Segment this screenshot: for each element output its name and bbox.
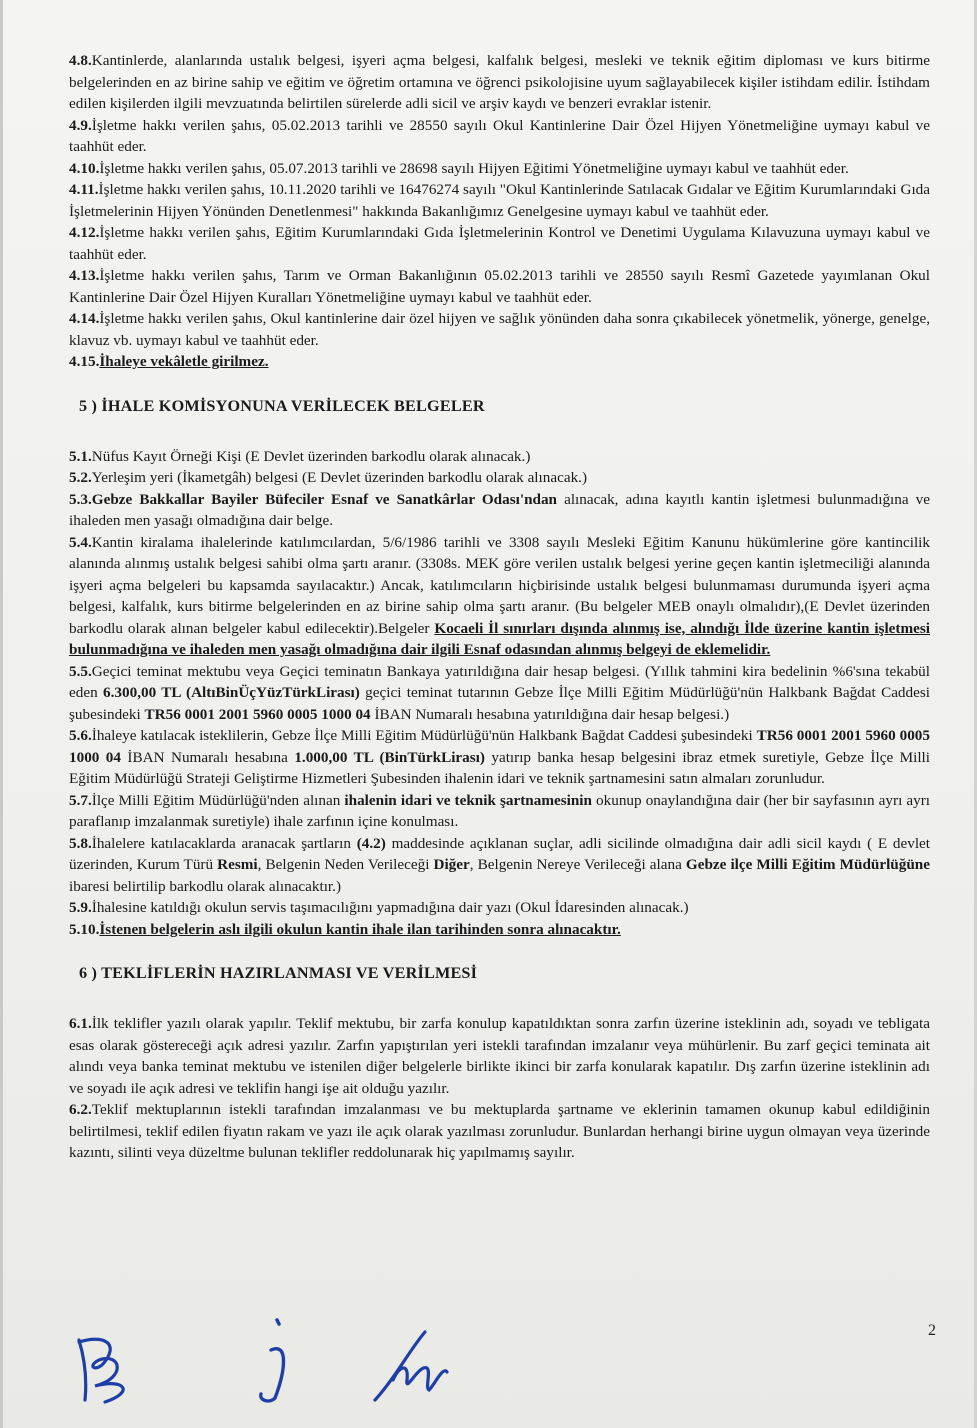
clause-number: 5.2. (69, 469, 92, 486)
bold-phrase: Gebze ilçe Milli Eğitim Müdürlüğüne (685, 856, 930, 873)
clause-text: İhalelere katılacaklarda aranacak şartların (91, 834, 357, 852)
clause-4-8 (69, 50, 930, 115)
bold-phrase: Resmi (217, 856, 258, 873)
clause-number: 5.5. (69, 662, 92, 680)
clause-text: İhaleye vekâletle girilmez. (99, 353, 269, 370)
page-number: 2 (928, 1322, 936, 1339)
clause-number: 6.1. (69, 1015, 92, 1032)
clause-4-11 (69, 179, 930, 222)
clause-text: İşletme hakkı verilen şahıs, 10.11.2020 tarihli ve 16476274 sayılı "Okul Kantinlerinde Satılacak Gıdalar ve Eğitim Kurumlarındaki Gıda İşletmelerinin Hijyen Yönünden Denetlenmesi" hakkında Bakanlığımız Genelgesine uymayı kabul ve taahhüt eder. (69, 181, 930, 220)
signature-2-icon (245, 1310, 305, 1410)
clause-number: 4.13. (69, 267, 100, 284)
section-5-heading: 5 ) İHALE KOMİSYONUNA VERİLECEK BELGELER (79, 396, 485, 415)
clause-number: 5.4. (69, 533, 92, 551)
clause-text: Kantinlerde, alanlarında ustalık belgesi, işyeri açma belgesi, kalfalık belgesi, mesleki ve teknik eğitim diploması ve kurs bitirme belgelerinden en az birine sahip ve eğitim ve öğretim ortamına ve öğrenci psikolojisine uyum sağlayabilecek kişiler istihdam edilir. İstihdam edilen kişilerden ilgili mevzuatında belirtilen sürelerde adli sicil ve arşiv kaydı ve benzeri evraklar istenir. (69, 52, 930, 112)
clause-number: 5.3. (69, 490, 92, 508)
clause-text: Geçici teminat mektubu veya Geçici teminatın Bankaya yatırıldığına dair hesap belgesi. (Yıllık tahmini kira bedelinin %6'sına tekabül eden (69, 662, 930, 701)
chamber-name: Gebze Bakkallar Bayiler Büfeciler Esnaf ve Sanatkârlar Odası'ndan (91, 490, 558, 508)
iban: TR56 0001 2001 5960 0005 1000 04 (144, 705, 371, 723)
clause-4-12 (69, 222, 930, 265)
clause-4-13 (69, 265, 930, 308)
clause-number: 4.10. (69, 159, 100, 177)
clause-5-6 (69, 725, 930, 790)
clause-6-1 (69, 1013, 930, 1099)
bold-phrase: Diğer (433, 856, 470, 873)
clause-text: İlçe Milli Eğitim Müdürlüğü'nden alınan (91, 791, 345, 809)
clause-text: alınacak, adına kayıtlı kantin işletmesi bulunmadığına ve ihaleden men yasağı olmadığına dair belge. (69, 490, 930, 529)
clause-text: İstenen belgelerin aslı ilgili okulun kantin ihale ilan tarihinden sonra alınacaktır. (99, 920, 621, 938)
clause-text: Yerleşim yeri (İkametgâh) belgesi (E Devlet üzerinden barkodlu olarak alınacak.) (91, 469, 588, 486)
clause-text: yatırıp banka hesap belgesini ibraz etmek suretiyle, Gebze İlçe Milli Eğitim Müdürlüğü Strateji Geliştirme Hizmetleri Şubesinden ihalenin idari ve teknik şartnamesini satın almaları zorunludur. (69, 748, 930, 787)
clause-number: 6.2. (69, 1101, 92, 1118)
clause-5-10 (69, 919, 930, 941)
clause-6-2 (69, 1099, 930, 1164)
clause-5-8 (69, 833, 930, 898)
clause-number: 4.15. (69, 353, 100, 370)
clause-text: Kantin kiralama ihalelerinde katılımcılardan, 5/6/1986 tarihli ve 3308 sayılı Mesleki Eğitim Kanunu hükümlerine göre kantincilik alanında alınmış ustalık belgesi sahibi olma şartı aranır. (3308s. MEK göre verilen ustalık belgesi yerine geçen kantin işletmeciliği alanında işyeri açma belgeleri bu kapsamda sayılacaktır.) Ancak, katılımcıların hiçbirisinde ustalık belgesi bulunmaması durumunda işyeri açma belgesi, kalfalık, kurs bitirme belgelerinden en az birine sahip olma şartı aranır. (Bu belgeler MEB onaylı olmalıdır),(E Devlet üzerinden barkodlu olarak alınan belgeler kabul edilecektir).Belgeler (69, 533, 930, 637)
clause-number: 5.8. (69, 834, 92, 852)
fee-amount: 1.000,00 TL (BinTürkLirası) (294, 748, 485, 766)
clause-5-5 (69, 661, 930, 726)
iban: TR56 0001 2001 5960 0005 1000 04 (69, 727, 930, 766)
signature-1-icon (65, 1320, 145, 1410)
clause-5-9 (69, 897, 930, 919)
clause-text: İhaleye katılacak isteklilerin, Gebze İlçe Milli Eğitim Müdürlüğü'nün Halkbank Bağdat Caddesi şubesindeki (91, 727, 757, 744)
section-6-heading: 6 ) TEKLİFLERİN HAZIRLANMASI VE VERİLMESİ (79, 964, 478, 982)
clause-text: İşletme hakkı verilen şahıs, Tarım ve Orman Bakanlığının 05.02.2013 tarihli ve 28550 sayılı Resmî Gazetede yayımlanan Okul Kantinlerine Dair Özel Hijyen Kuralları Yönetmeliğine uymayı kabul ve taahhüt eder. (69, 267, 930, 306)
clause-4-9 (69, 115, 930, 158)
clause-text: ibaresi belirtilip barkodlu olarak alınacaktır.) (69, 877, 342, 895)
clause-text: İşletme hakkı verilen şahıs, 05.02.2013 tarihli ve 28550 sayılı Okul Kantinlerine Dair Özel Hijyen Yönetmeliğine uymayı kabul ve taahhüt eder. (69, 116, 930, 155)
clause-number: 5.9. (69, 899, 92, 916)
clause-text: , Belgenin Neden Verileceği (257, 856, 434, 873)
clause-text: İlk teklifler yazılı olarak yapılır. Teklif mektubu, bir zarfa konulup kapatıldıktan sonra zarfın üzerine isteklinin adı, soyadı ve tebligata esas olarak göstereceği açık adresi yazılır. Zarfın yapıştırılan yeri istekli tarafından imzalanır veya mühürlenir. Bu zarf geçici teminata ait alındı veya banka teminat mektubu ve istenilen diğer belgelerle birlikte ikinci bir zarfa konularak kapatılır. Dış zarfın üzerine isteklinin adı ve soyadı ile açık adresi ve teklifin hangi işe ait olduğu yazılır. (69, 1015, 930, 1097)
clause-number: 4.9. (69, 116, 92, 134)
underlined-requirement: Kocaeli İl sınırları dışında alınmış ise, alındığı İlde üzerine kantin işletmesi bulunmadığına ve ihaleden men yasağı olmadığına dair ilgili Esnaf odasından alınmış belgeyi de eklemelidir. (69, 619, 931, 658)
clause-number: 4.14. (69, 310, 100, 327)
clause-text: geçici teminat tutarının Gebze İlçe Milli Eğitim Müdürlüğü'nün Halkbank Bağdat Caddesi şubesindeki (69, 684, 930, 723)
clause-number: 5.1. (69, 447, 92, 465)
clause-text: İşletme hakkı verilen şahıs, 05.07.2013 tarihli ve 28698 sayılı Hijyen Eğitimi Yönetmeliğine uymayı kabul ve taahhüt eder. (99, 159, 849, 177)
clause-number: 5.6. (69, 727, 92, 744)
clause-text: İşletme hakkı verilen şahıs, Eğitim Kurumlarındaki Gıda İşletmelerinin Kontrol ve Denetimi Uygulama Kılavuzuna uymayı kabul ve taahhüt eder. (69, 224, 930, 263)
clause-text: , Belgenin Nereye Verileceği alana (469, 856, 686, 873)
clause-number: 5.7. (69, 791, 92, 809)
clause-4-10 (69, 158, 930, 180)
deposit-amount: 6.300,00 TL (AltıBinÜçYüzTürkLirası) (103, 684, 360, 701)
bold-phrase: (4.2) (356, 834, 386, 852)
clause-5-4 (69, 532, 930, 661)
clause-text: Nüfus Kayıt Örneği Kişi (E Devlet üzerinden barkodlu olarak alınacak.) (91, 447, 531, 465)
clause-text: okunup onaylandığına dair (her bir sayfasının ayrı ayrı paraflanıp imzalanmak suretiyle) ihale zarfının içine konulması. (69, 791, 930, 830)
clause-number: 5.10. (69, 920, 100, 938)
clause-5-2 (69, 467, 930, 489)
clause-text: İBAN Numaralı hesabına yatırıldığına dair hesap belgesi.) (370, 705, 730, 723)
handwritten-initials (65, 1310, 485, 1410)
clause-number: 4.8. (69, 52, 92, 69)
clause-text: Teklif mektuplarının istekli tarafından imzalanması ve bu mektuplarda şartname ve eklerinin tamamen okunup kabul edildiğinin belirtilmesi, teklif edilen fiyatın rakam ve yazı ile açık olarak yazılması zorunludur. Bunlardan herhangi birine uygun olmayan veya üzerinde kazıntı, silinti veya düzeltme bulunan teklifler reddolunarak hiç yapılmamış sayılır. (69, 1101, 930, 1161)
clause-4-15 (69, 351, 930, 373)
clause-4-14 (69, 308, 930, 351)
clause-5-1 (69, 446, 930, 468)
clause-text: İBAN Numaralı hesabına (121, 748, 295, 766)
clause-text: maddesinde açıklanan suçlar, adli sicilinde olmadığına dair adli sicil kaydı ( E devlet üzerinden, Kurum Türü (69, 834, 931, 873)
clause-number: 4.12. (69, 224, 100, 241)
signature-3-icon (365, 1318, 475, 1418)
bold-phrase: ihalenin idari ve teknik şartnamesinin (344, 791, 592, 809)
clause-5-3 (69, 489, 930, 532)
clause-5-7 (69, 790, 930, 833)
clause-text: İhalesine katıldığı okulun servis taşımacılığını yapmadığına dair yazı (Okul İdaresinden alınacak.) (91, 899, 689, 916)
clause-number: 4.11. (69, 181, 99, 198)
clause-text: İşletme hakkı verilen şahıs, Okul kantinlerine dair özel hijyen ve sağlık yönünden daha sonra çıkabilecek yönetmelik, yönerge, genelge, klavuz vb. uymayı kabul ve taahhüt eder. (69, 310, 930, 349)
